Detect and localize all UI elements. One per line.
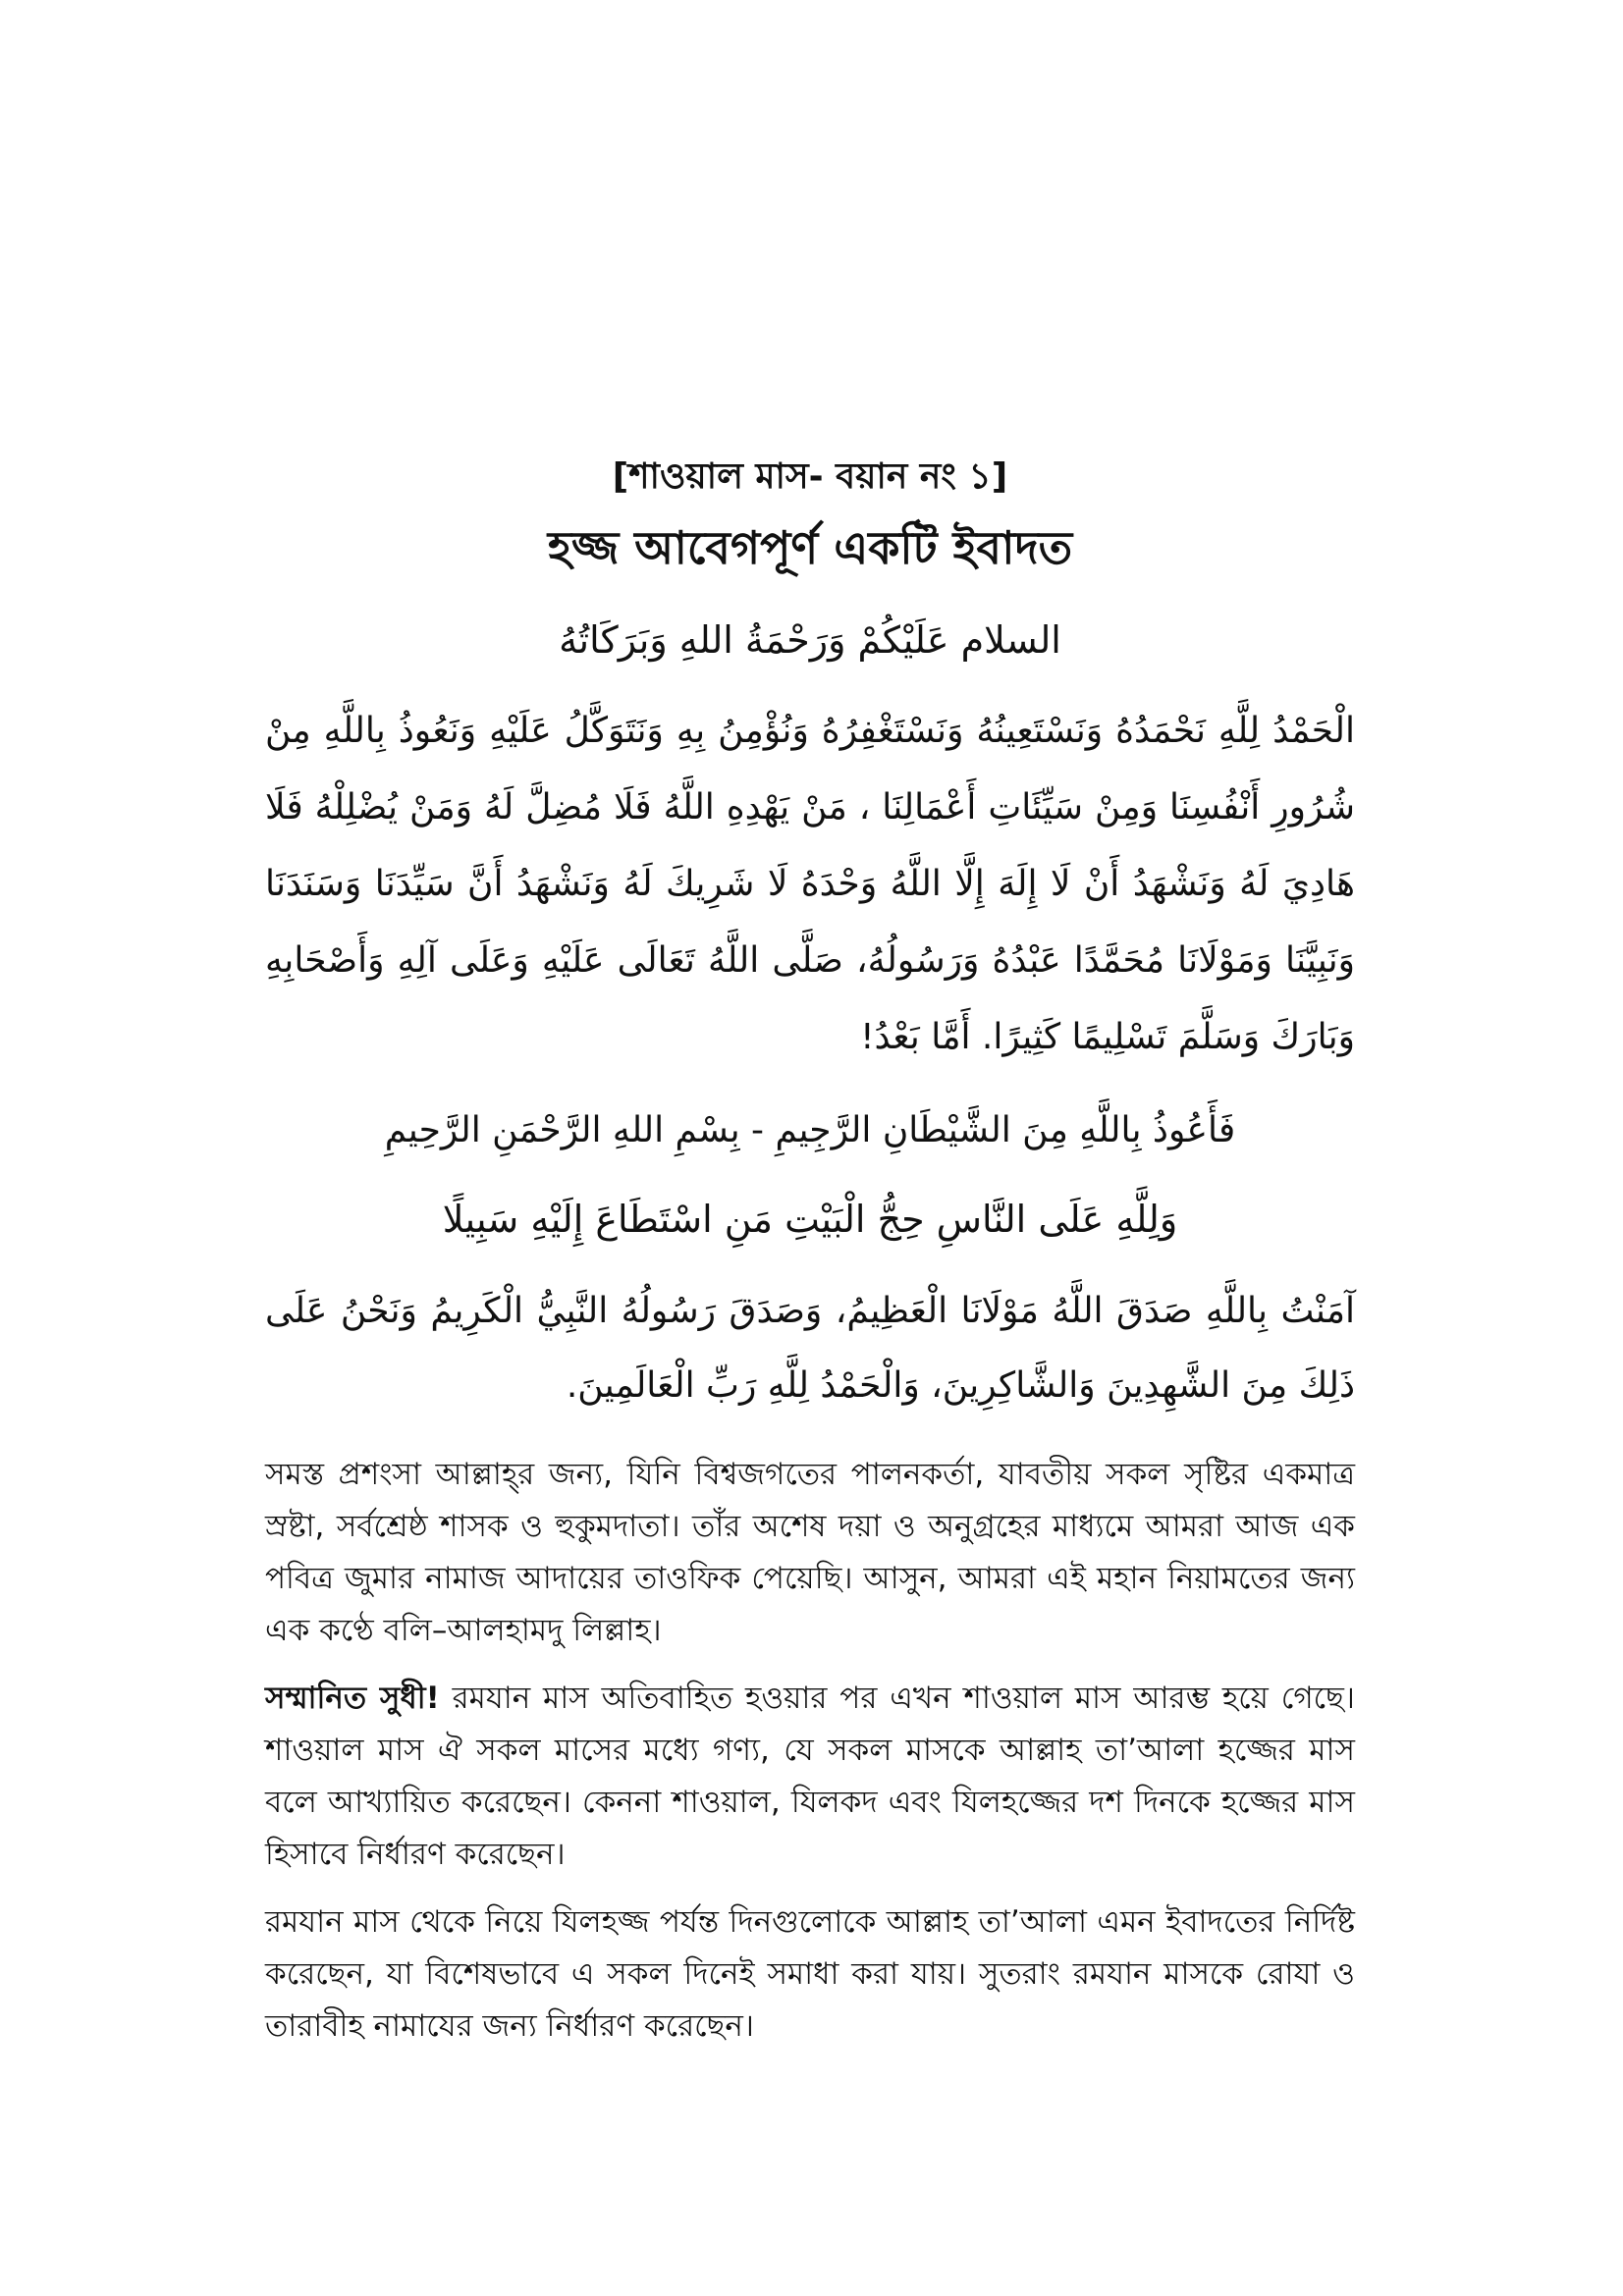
quran-ayah: وَلِلَّهِ عَلَى النَّاسِ حِجُّ الْبَيْتِ مَنِ اسْتَطَاعَ إِلَيْهِ سَبِيلًا xyxy=(442,1198,1178,1241)
series-label: [শাওয়াল মাস- বয়ান নং ১] xyxy=(612,456,1008,497)
bengali-paragraph-3: রমযান মাস থেকে নিয়ে যিলহজ্জ পর্যন্ত দিনগুলোকে আল্লাহ তা’আলা এমন ইবাদতের নির্দিষ্ট করেছেন, যা বিশেষভাবে এ সকল দিনেই সমাধা করা যায়। সুতরাং রমযান মাসকে রোযা ও তারাবীহ নামাযের জন্য নির্ধারণ করেছেন। xyxy=(265,1904,1355,2044)
page-content xyxy=(265,452,1355,2068)
page-title: হজ্জ আবেগপূর্ণ একটি ইবাদত xyxy=(547,521,1073,574)
arabic-closing: آمَنْتُ بِاللَّهِ صَدَقَ اللَّهُ مَوْلَانَا الْعَظِيمُ، وَصَدَقَ رَسُولُهُ النَّبِيُّ الْكَرِيمُ وَنَحْنُ عَلَى ذَلِكَ مِنَ الشَّهِدِينَ وَالشَّاكِرِينَ، وَالْحَمْدُ لِلَّهِ رَبِّ الْعَالَمِينَ. xyxy=(265,1291,1355,1406)
arabic-khutba-opening: الْحَمْدُ لِلَّهِ نَحْمَدُهُ وَنَسْتَعِينُهُ وَنَسْتَغْفِرُهُ وَنُؤْمِنُ بِهِ وَنَتَوَكَّلُ عَلَيْهِ وَنَعُوذُ بِاللَّهِ مِنْ شُرُورِ أَنْفُسِنَا وَمِنْ سَيِّئَاتِ أَعْمَالِنَا ، مَنْ يَهْدِهِ اللَّهُ فَلَا مُضِلَّ لَهُ وَمَنْ يُضْلِلْهُ فَلَا هَادِيَ لَهُ وَنَشْهَدُ أَنْ لَا إِلَهَ إِلَّا اللَّهُ وَحْدَهُ لَا شَرِيكَ لَهُ وَنَشْهَدُ أَنَّ سَيِّدَنَا وَسَنَدَنَا وَنَبِيَّنَا وَمَوْلَانَا مُحَمَّدًا عَبْدُهُ وَرَسُولُهُ، صَلَّى اللَّهُ تَعَالَى عَلَيْهِ وَعَلَى آلِهِ وَأَصْحَابِهِ وَبَارَكَ وَسَلَّمَ تَسْلِيمًا كَثِيرًا. أَمَّا بَعْدُ! xyxy=(265,711,1355,1057)
paragraph-2-lead: সম্মানিত সুধী! xyxy=(265,1681,440,1716)
bengali-paragraph-1: সমস্ত প্রশংসা আল্লাহ্‌র জন্য, যিনি বিশ্বজগতের পালনকর্তা, যাবতীয় সকল সৃষ্টির একমাত্র স্রষ্টা, সর্বশ্রেষ্ঠ শাসক ও হুকুমদাতা। তাঁর অশেষ দয়া ও অনুগ্রহের মাধ্যমে আমরা আজ এক পবিত্র জুমার নামাজ আদায়ের তাওফিক পেয়েছি। আসুন, আমরা এই মহান নিয়ামতের জন্য এক কণ্ঠে বলি–আলহামদু লিল্লাহ। xyxy=(265,1457,1355,1648)
bengali-paragraph-2 xyxy=(265,1673,1355,1881)
arabic-salam: السلام عَلَيْكُمْ وَرَحْمَةُ اللهِ وَبَرَكَاتُهُ xyxy=(559,618,1061,662)
paragraph-2-body: রমযান মাস অতিবাহিত হওয়ার পর এখন শাওয়াল মাস আরম্ভ হয়ে গেছে। শাওয়াল মাস ঐ সকল মাসের মধ্যে গণ্য, যে সকল মাসকে আল্লাহ তা’আলা হজ্জের মাস বলে আখ্যায়িত করেছেন। কেননা শাওয়াল, যিলকদ এবং যিলহজ্জের দশ দিনকে হজ্জের মাস হিসাবে নির্ধারণ করেছেন। xyxy=(265,1681,1355,1872)
arabic-taawwuz-bismillah: فَأَعُوذُ بِاللَّهِ مِنَ الشَّيْطَانِ الرَّجِيمِ - بِسْمِ اللهِ الرَّحْمَنِ الرَّحِيمِ xyxy=(384,1110,1236,1150)
